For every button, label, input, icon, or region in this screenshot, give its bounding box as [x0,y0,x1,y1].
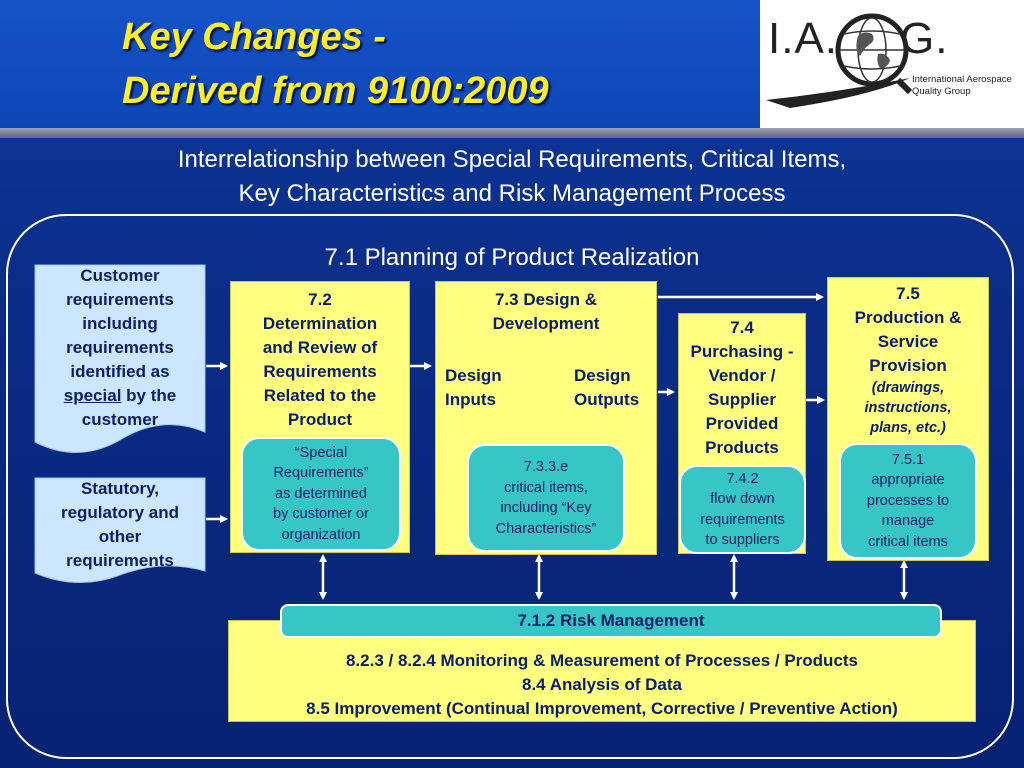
b74-line-5: Provided [705,414,779,433]
b72-sub-3: as determined [275,485,367,502]
logo-subtitle-2: Quality Group [912,86,971,97]
customer-line-2: requirements [66,290,174,309]
b74-sub-2: flow down [710,491,775,507]
special-requirements-callout [241,437,401,551]
b74-sub-1: 7.4.2 [726,470,759,487]
logo-subtitle-1: International Aerospace [912,74,1012,85]
risk-management-bar: 7.1.2 Risk Management [280,604,942,638]
b75-sub-2: appropriate [871,472,945,489]
statutory-requirements-doc [34,477,206,589]
b72-line-5: Related to the [263,386,377,405]
b72-line-4: Requirements [263,362,377,381]
bottom-line-3: 8.5 Improvement (Continual Improvement, Corrective / Preventive Action) [306,699,898,718]
b75-italic-3: plans, etc.) [870,420,946,436]
subtitle-line1: Interrelationship between Special Requirements, Critical Items, [177,146,847,173]
design-outputs-2: Outputs [574,390,640,409]
b72-sub-2: Requirements” [273,465,369,482]
customer-line-1: Customer [80,266,160,285]
page-title-line2: Derived from 9100:2009 [122,70,549,112]
b75-sub-3: processes to [866,492,950,509]
b75-sub-5: critical items [868,533,948,550]
customer-line-5: identified as [70,362,170,381]
design-inputs-2: Inputs [445,390,496,409]
b72-line-6: Product [287,410,353,429]
design-inputs-1: Design [445,366,502,385]
b75-italic-2: instructions, [864,400,952,416]
logo-text: I.A. G. [768,14,949,63]
appropriate-processes-callout [839,443,977,559]
b72-sub-1: “Special [294,444,348,461]
b75-line-3: Service [877,332,939,351]
b73-sub-1: 7.3.3.e [523,459,569,475]
bottom-line-2: 8.4 Analysis of Data [522,675,682,694]
b72-line-2: Determination [262,314,378,333]
b74-line-1: 7.4 [730,318,754,337]
customer-requirements-doc [34,264,206,460]
page-title-line1: Key Changes - [122,16,386,58]
b73-sub-2: critical items, [504,479,588,496]
statutory-line-1: Statutory, [80,479,160,498]
b75-line-4: Provision [869,356,947,375]
b72-sub-5: organization [281,526,361,543]
b74-line-3: Vendor / [708,366,776,385]
b74-sub-3: requirements [700,511,785,528]
statutory-line-2: regulatory and [60,503,180,522]
critical-items-callout [467,444,625,552]
b73-line-1: 7.3 Design & [494,290,598,309]
statutory-line-4: requirements [66,551,174,570]
subtitle-line2: Key Characteristics and Risk Management Process [238,180,786,207]
customer-special: special [63,386,122,405]
customer-line-last: customer [81,410,159,429]
customer-line-3: including [82,314,158,333]
b74-sub-4: to suppliers [705,532,780,548]
b75-sub-1: 7.5.1 [891,451,925,468]
b75-line-1: 7.5 [896,284,920,303]
b73-sub-3: including “Key [500,500,592,516]
b74-line-4: Supplier [707,390,776,409]
design-outputs-1: Design [574,366,631,385]
b74-line-2: Purchasing - [690,342,794,361]
b75-sub-4: manage [881,513,935,530]
statutory-line-3: other [98,527,142,546]
b75-line-2: Production & [854,308,962,327]
b73-line-2: Development [492,314,600,333]
b72-line-1: 7.2 [308,290,332,309]
b72-line-3: and Review of [262,338,378,357]
b73-sub-4: Characteristics” [495,520,597,537]
customer-line-4: requirements [66,338,174,357]
b74-line-6: Products [705,438,779,457]
planning-title: 7.1 Planning of Product Realization [324,244,700,271]
b75-italic-1: (drawings, [871,380,945,396]
customer-after-special: by the [121,386,177,405]
bottom-line-1: 8.2.3 / 8.2.4 Monitoring & Measurement of Processes / Products [345,651,859,670]
b72-sub-4: by customer or [273,506,369,523]
flow-down-callout [679,465,806,554]
